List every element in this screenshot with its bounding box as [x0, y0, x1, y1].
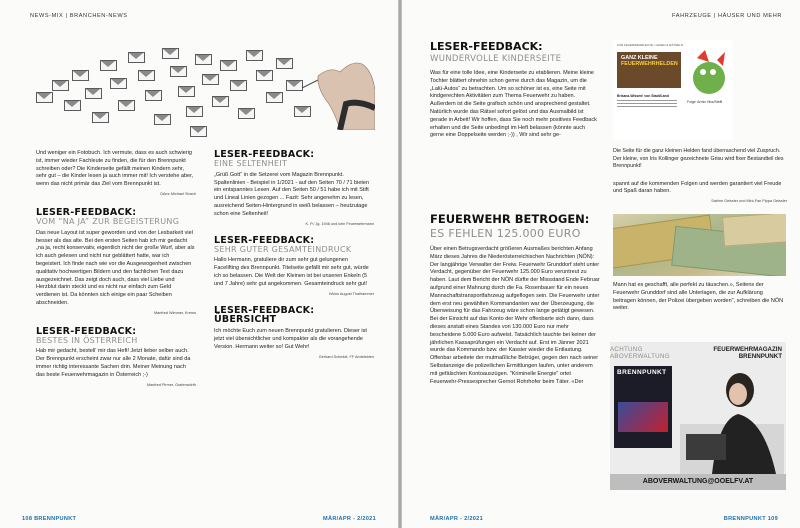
book-caption: Folge: Armin Hiss/Steffi	[687, 100, 723, 104]
feedback-title: LESER-FEEDBACK:	[36, 206, 137, 218]
feedback-text: Hab mir gedacht, bestell’ mir das Heft! Jetzt lieber selber auch. Der Brennpunkt erscheint zwar nur alle 2 Monate, dafür sind da immer richtig interessante Sachen drin. Meiner Meinung nach das beste Feuerwehrmagazin in Österreich ;-)	[36, 348, 191, 378]
article-title: FEUERWEHR BETROGEN:	[430, 212, 590, 226]
book-title-2: FEUERWEHRHELDEN	[621, 60, 678, 67]
running-header-left: NEWS-MIX | BRANCHEN-NEWS	[30, 13, 128, 19]
footer-magazine: BRENNPUNKT	[723, 516, 766, 522]
ad-label-1: ACHTUNG	[610, 346, 643, 353]
footer-left	[22, 516, 76, 522]
feedback-subtitle: BESTES IN ÖSTERREICH	[36, 335, 138, 345]
feedback-text: Ich möchte Euch zum neuen Brennpunkt gratulieren. Dieser ist jetzt viel übersichtlicher und kompakter als die vorangehende Version. Hermann weiter so! Gut Wehr!	[214, 328, 367, 351]
kinder-continued: spannt auf die kommenden Folgen und werden garantiert viel Freude und Spaß daran haben.	[613, 180, 782, 195]
feedback-signature: K. P./ Jg. 1946 und kein Feuerwehrmann	[305, 221, 374, 226]
footer-magazine: BRENNPUNKT	[34, 516, 77, 522]
page-number: 108	[22, 516, 33, 522]
feedback-text: „Grüß Gott“ in die Setzerei vom Magazin Brennpunkt. Spaltenlinien - Beispiel in 1/2021 - auf den Seiten 70 / 71 bieten ein entspanntes Lesen. Auf den Seiten 50 / 51 habe ich mit Stift und Lineal Linien gezogen ... Fazit: Sehr angenehm zu lesen, ausreichend Seiten-Hintergrund in weiß belassen – heutzutage schon eine Seltenheit!	[214, 171, 370, 217]
feedback-title: LESER-FEEDBACK: ÜBERSICHT	[214, 304, 315, 326]
ad-label-2: ABOVERWALTUNG	[610, 353, 670, 361]
magazine-cover-title: BRENNPUNKT	[617, 369, 667, 376]
feedback-signature: Manfred Pirmer, Grafenwörth	[147, 382, 196, 387]
magazine-cover	[614, 366, 672, 448]
feedback-subtitle: VOM “NA JA” ZUR BEGEISTERUNG	[36, 216, 180, 226]
book-subtitle: Brisanz-Wissen! von Stadt/Land	[617, 94, 669, 98]
feedback-signature: Gerhard Schmidt, FF Amtsfelden	[318, 354, 374, 359]
kinder-caption: Die Seite für die ganz kleinen Helden fand überraschend viel Zuspruch. Der kleine, von Iris Kollinger gezeichnete Grisu wird fixer Bestandteil des Brennpunkt!	[613, 148, 784, 170]
ad-email-bar	[610, 474, 786, 490]
ad-magazine-label: FEUERWEHRMAGAZIN	[713, 346, 782, 353]
page-number: 109	[767, 516, 778, 522]
feedback-title: LESER-FEEDBACK:	[214, 234, 315, 246]
feedback-text: Hallo Hermann, gratuliere dir zum sehr gut gelungenen Facelifting des Brennpunkt. Titelseite gefällt mir sehr gut, würde ich so belassen. Die Welt der Kleinen ist bei unseren Enkeln (5 und 7 Jahre) sehr gut angekommen. Gesamteindruck sehr gut!	[214, 257, 369, 287]
feedback-subtitle: WUNDERVOLLE KINDERSEITE	[430, 54, 562, 64]
feedback-signature: HAIns August Thalhammer	[328, 291, 374, 296]
footer-right	[724, 516, 778, 522]
book-top-line: FÜR FEUERWEHRLEUTE • LESEN & RÄTSELN	[617, 43, 684, 47]
ad-email[interactable]: ABOVERWALTUNG@OOELFV.AT	[642, 478, 754, 485]
feedback-subtitle: SEHR GUTER GESAMTEINDRUCK	[214, 244, 352, 254]
intro-signature: OAmr Michael Strach	[159, 191, 196, 196]
banknotes-image	[613, 214, 786, 276]
book-title-1: GANZ KLEINE	[621, 55, 658, 61]
kinder-signature: Sabine Geissler und Mini-Fan Pippa Geissler	[711, 199, 787, 204]
running-header-right: FAHRZEUGE | HÄUSER UND MEHR	[672, 13, 782, 19]
article-subtitle: ES FEHLEN 125.000 EURO	[430, 227, 581, 240]
article-text: Über einen Betrugsverdacht größeren Ausmaßes berichten Anfang März dieses Jahres die Niederösterreichischen Nachrichten (NÖN): Der langjährige Verwalter der Freiw. Feuerwehr Grunddorf steht unter Verdacht, gegenüber der Feuerwehr 125.000 Euro veruntreut zu haben. Laut dem Bericht der NÖN dürfte der Missstand Ende Februar aufgrund einer Mahnung durch die Fa. Rosenbauer für ein neues Mannschaftstransportfahrzeug aufgeflogen sein. Die Feuerwehr unter dem erst neu gewählten Kommandanten war der Überzeugung, die Überweisung für das Fahrzeug wäre schon lange getätigt gewesen. Bei der Einsicht auf das Konto der Wehr offenbarte sich dann, dass dieses anstatt eines Standes von 130.000 Euro nur mehr bescheidene 5.000 Euro aufweist. Tatsächlich tauchte bei keiner der jährlichen Kassaprüfungen ein Verdacht auf. Erst im Jänner 2021 wurde das Kommando bzw. der Kassier wieder die Entlastung. Offenbar arbeitete der mutmaßliche Betrüger, gegen den nach seiner Selbstanzeige die polizeilichen Ermittlungen laufen, unter anderem mit gefälschten Kontoauszügen. "Kriminelle Energie" ortet Feuerwehr-Pressesprecher Gernot Rohrhofer beim Täter. «Der	[430, 246, 600, 385]
feedback-title: LESER-FEEDBACK:	[214, 149, 315, 160]
footer-issue: MÄR/APR - 2/2021	[323, 516, 376, 522]
footer-issue-right: MÄR/APR - 2/2021	[430, 516, 483, 522]
envelopes-illustration	[30, 30, 375, 140]
subscription-ad	[610, 342, 786, 474]
right-page	[402, 0, 800, 528]
kinder-book-image	[613, 40, 733, 140]
ad-magazine-name: BRENNPUNKT	[738, 353, 782, 361]
money-caption: Mann hat es geschafft, alle perfekt zu täuschen.», Seitens der Feuerwehr Grunddorf sind alle Unterlagen, die zur Aufklärung beitragen können, der Polizei übergeben worden", schreiben die NÖN weiter.	[613, 282, 784, 312]
woman-at-laptop-image	[680, 364, 784, 474]
left-page	[0, 0, 398, 528]
feedback-title: LESER-FEEDBACK:	[36, 325, 137, 337]
kinder-text: Was für eine tolle Idee, eine Kinderseite zu etablieren. Meine kleine Tochter blättert ohnehin schon gerne durch das Magazin, um die „Lalü-Autos“ zu betrachten. Um so schöner ist es, eine Seite mit kindgerechten Aktivitäten zum Thema Feuerwehr zu haben. Außerdem ist die Seite grafisch schön und ansprechend gestaltet. Natürlich wurde das Rätsel sofort gelöst und das Ausmalbild ist gerade in Arbeit! Wir hoffen, dass Sie noch mehr positives Feedback erhalten und die Seite unbedingt im Heft belassen (könnte auch gerne eine Doppelseite werden ;-)) , Wir sind sehr ge-	[430, 70, 597, 139]
feedback-signature: Manfred Wimmer, Krems	[154, 310, 196, 315]
grisu-dragon-icon	[687, 48, 731, 98]
feedback-subtitle: EINE SELTENHEIT	[214, 158, 288, 168]
feedback-title: LESER-FEEDBACK:	[430, 40, 543, 53]
feedback-text: Das neue Layout ist super geworden und von der Lesbarkeit viel besser als das alte. Bei den ersten Seiten hab ich mir gedacht „na ja, recht konservativ, eigentlich nicht der große Wurf, aber als ich auch gelesen und nicht nur geblättert hatte, war ich begeistert. Ich finde nach wie vor die Ausgewogenheit zwischen qualitativ hochwertigen Bildern und den fachlichen Text dazu ausgezeichnet. Das zeigt doch auch, dass viel Liebe und Herzblut darin steckt und es nicht nur einfach zum Geld verdienen ist. Da könnten sich einige ein paar Scheiben abschneiden.	[36, 229, 195, 306]
hand-with-pen-icon	[300, 30, 375, 130]
intro-text: Und weniger ein Fotobuch. Ich vermute, dass es auch schwierig ist, immer wieder Fachleute zu finden, die für den Brennpunkt schreiben oder? Die Kinderseite gefällt meinen Kindern sehr, sehr gut – die Kinder lesen ja auch immer mit! Ich verstehe aber, wenn das nicht primär das Ziel vom Brennpunkt ist.	[36, 150, 194, 188]
